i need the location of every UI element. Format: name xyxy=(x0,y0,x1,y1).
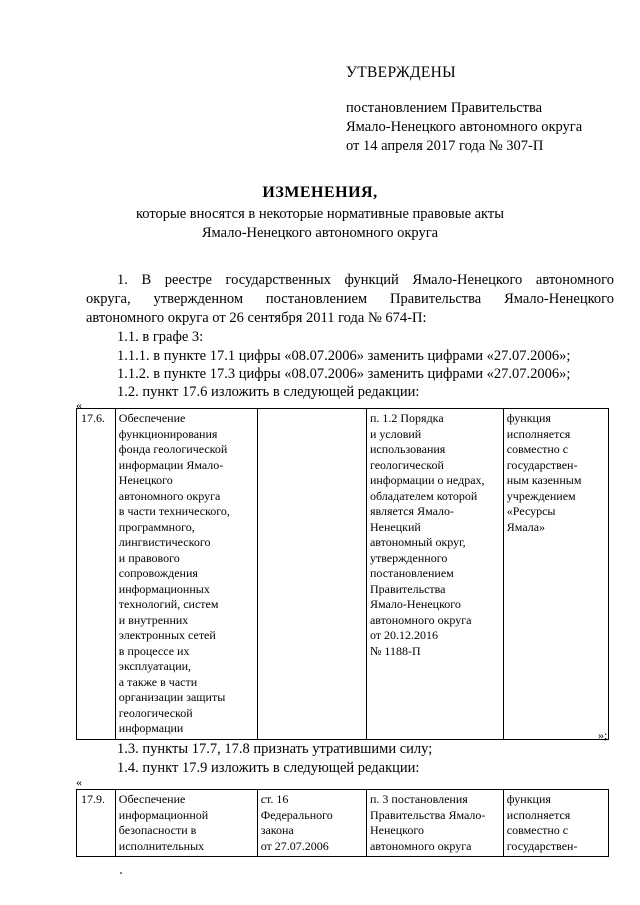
cell-line: Ненецкий xyxy=(369,519,421,534)
table-row xyxy=(77,409,609,740)
cell-line: Обеспечение xyxy=(118,411,186,425)
cell-line: эксплуатации, xyxy=(118,659,192,673)
cell-line: геологической xyxy=(118,705,193,720)
cell-line: закона xyxy=(260,823,294,837)
cell-line: технологий, систем xyxy=(118,597,219,611)
note-cell xyxy=(503,790,608,857)
cell-line: от 20.12.2016 xyxy=(369,628,439,642)
cell-line: а также в части xyxy=(118,674,198,689)
cell-line: постановлением xyxy=(369,566,454,580)
table-17-9 xyxy=(76,789,609,857)
table-row xyxy=(77,790,609,857)
cell-line: государствен- xyxy=(506,838,578,853)
cell-line: в процессе их xyxy=(118,643,190,658)
cell-line: государствен- xyxy=(506,457,578,472)
cell-line: функция xyxy=(506,411,551,425)
legal-basis-cell xyxy=(257,409,366,740)
item-1-line: автономного округа от 26 сентября 2011 года № 674-П: xyxy=(86,310,427,326)
item-1-line: округа, утвержденном постановлением Правительства Ямало-Ненецкого xyxy=(86,291,614,307)
cell-line: автономного округа xyxy=(369,838,472,853)
close-quote: »; xyxy=(598,728,608,742)
cell-line: информационной xyxy=(118,807,209,822)
item-1-1-2: 1.1.2. в пункте 17.3 цифры «08.07.2006» заменить цифрами «27.07.2006»; xyxy=(117,366,571,382)
approval-line: постановлением Правительства xyxy=(346,100,543,116)
approval-line: от 14 апреля 2017 года № 307-П xyxy=(346,138,544,154)
cell-line: автономного округа xyxy=(369,612,472,627)
cell-line: «Ресурсы xyxy=(506,504,556,518)
cell-line: информации Ямало- xyxy=(118,457,224,472)
cell-line: Ненецкого xyxy=(369,823,424,837)
cell-line: № 1188-П xyxy=(369,643,421,658)
document-title: ИЗМЕНЕНИЯ, xyxy=(262,184,378,201)
cell-line: программного, xyxy=(118,519,195,534)
item-1-1-1: 1.1.1. в пункте 17.1 цифры «08.07.2006» заменить цифрами «27.07.2006»; xyxy=(117,348,571,364)
legal-basis-cell xyxy=(257,790,366,857)
cell-line: Обеспечение xyxy=(118,792,186,806)
cell-line: исполнительных xyxy=(118,838,205,853)
open-quote: « xyxy=(76,775,82,789)
cell-line: функция xyxy=(506,792,551,806)
cell-line: информации xyxy=(118,721,184,735)
function-name-cell xyxy=(115,790,257,857)
regulation-cell xyxy=(366,409,503,740)
cell-line: Правительства Ямало- xyxy=(369,807,486,822)
cell-line: информации о недрах, xyxy=(369,473,485,487)
cell-line: обладателем которой xyxy=(369,488,478,503)
cell-line: использования xyxy=(369,442,446,456)
cell-line: является Ямало- xyxy=(369,504,454,518)
document-subtitle-line: Ямало-Ненецкого автономного округа xyxy=(201,225,439,241)
scan-speck xyxy=(120,872,122,874)
approval-title: УТВЕРЖДЕНЫ xyxy=(346,64,456,81)
cell-line: совместно с xyxy=(506,442,569,456)
cell-line: ст. 16 xyxy=(260,792,289,806)
cell-line: геологической xyxy=(369,457,444,472)
cell-line: исполняется xyxy=(506,807,571,822)
cell-line: сопровождения xyxy=(118,566,198,580)
cell-line: автономного округа xyxy=(118,488,221,503)
cell-line: и условий xyxy=(369,426,422,441)
item-1-3: 1.3. пункты 17.7, 17.8 признать утратившими силу; xyxy=(117,741,433,757)
cell-line: электронных сетей xyxy=(118,628,216,642)
cell-line: Ненецкого xyxy=(118,473,173,487)
cell-line: Федерального xyxy=(260,807,333,822)
cell-line: совместно с xyxy=(506,823,569,837)
cell-line: фонда геологической xyxy=(118,442,228,456)
row-number: 17.9. xyxy=(77,790,116,857)
cell-line: в части технического, xyxy=(118,504,230,518)
note-cell xyxy=(503,409,608,740)
table-17-6 xyxy=(76,408,609,740)
cell-line: Ямало-Ненецкого xyxy=(369,597,461,611)
cell-line: лингвистического xyxy=(118,535,211,549)
cell-line: и внутренних xyxy=(118,612,189,627)
cell-line: информационных xyxy=(118,581,210,596)
function-name-cell xyxy=(115,409,257,740)
open-quote: « xyxy=(76,398,82,412)
item-1-line: 1. В реестре государственных функций Ямало-Ненецкого автономного xyxy=(117,272,614,288)
item-1-2: 1.2. пункт 17.6 изложить в следующей редакции: xyxy=(117,384,420,400)
regulation-cell xyxy=(366,790,503,857)
cell-line: организации защиты xyxy=(118,690,226,704)
approval-line: Ямало-Ненецкого автономного округа xyxy=(346,119,583,135)
cell-line: ным казенным xyxy=(506,473,582,487)
cell-line: Ямала» xyxy=(506,519,546,534)
cell-line: учреждением xyxy=(506,488,576,503)
cell-line: п. 1.2 Порядка xyxy=(369,411,444,425)
cell-line: и правового xyxy=(118,550,180,565)
item-1-4: 1.4. пункт 17.9 изложить в следующей редакции: xyxy=(117,760,420,776)
cell-line: безопасности в xyxy=(118,823,197,837)
cell-line: Правительства xyxy=(369,581,446,596)
cell-line: функционирования xyxy=(118,426,218,441)
cell-line: утвержденного xyxy=(369,550,448,565)
cell-line: автономный округ, xyxy=(369,535,466,549)
cell-line: исполняется xyxy=(506,426,571,441)
row-number: 17.6. xyxy=(77,409,116,740)
document-subtitle-line: которые вносятся в некоторые нормативные правовые акты xyxy=(135,206,504,222)
item-1-1: 1.1. в графе 3: xyxy=(117,329,204,345)
cell-line: от 27.07.2006 xyxy=(260,838,329,853)
cell-line: п. 3 постановления xyxy=(369,792,468,806)
